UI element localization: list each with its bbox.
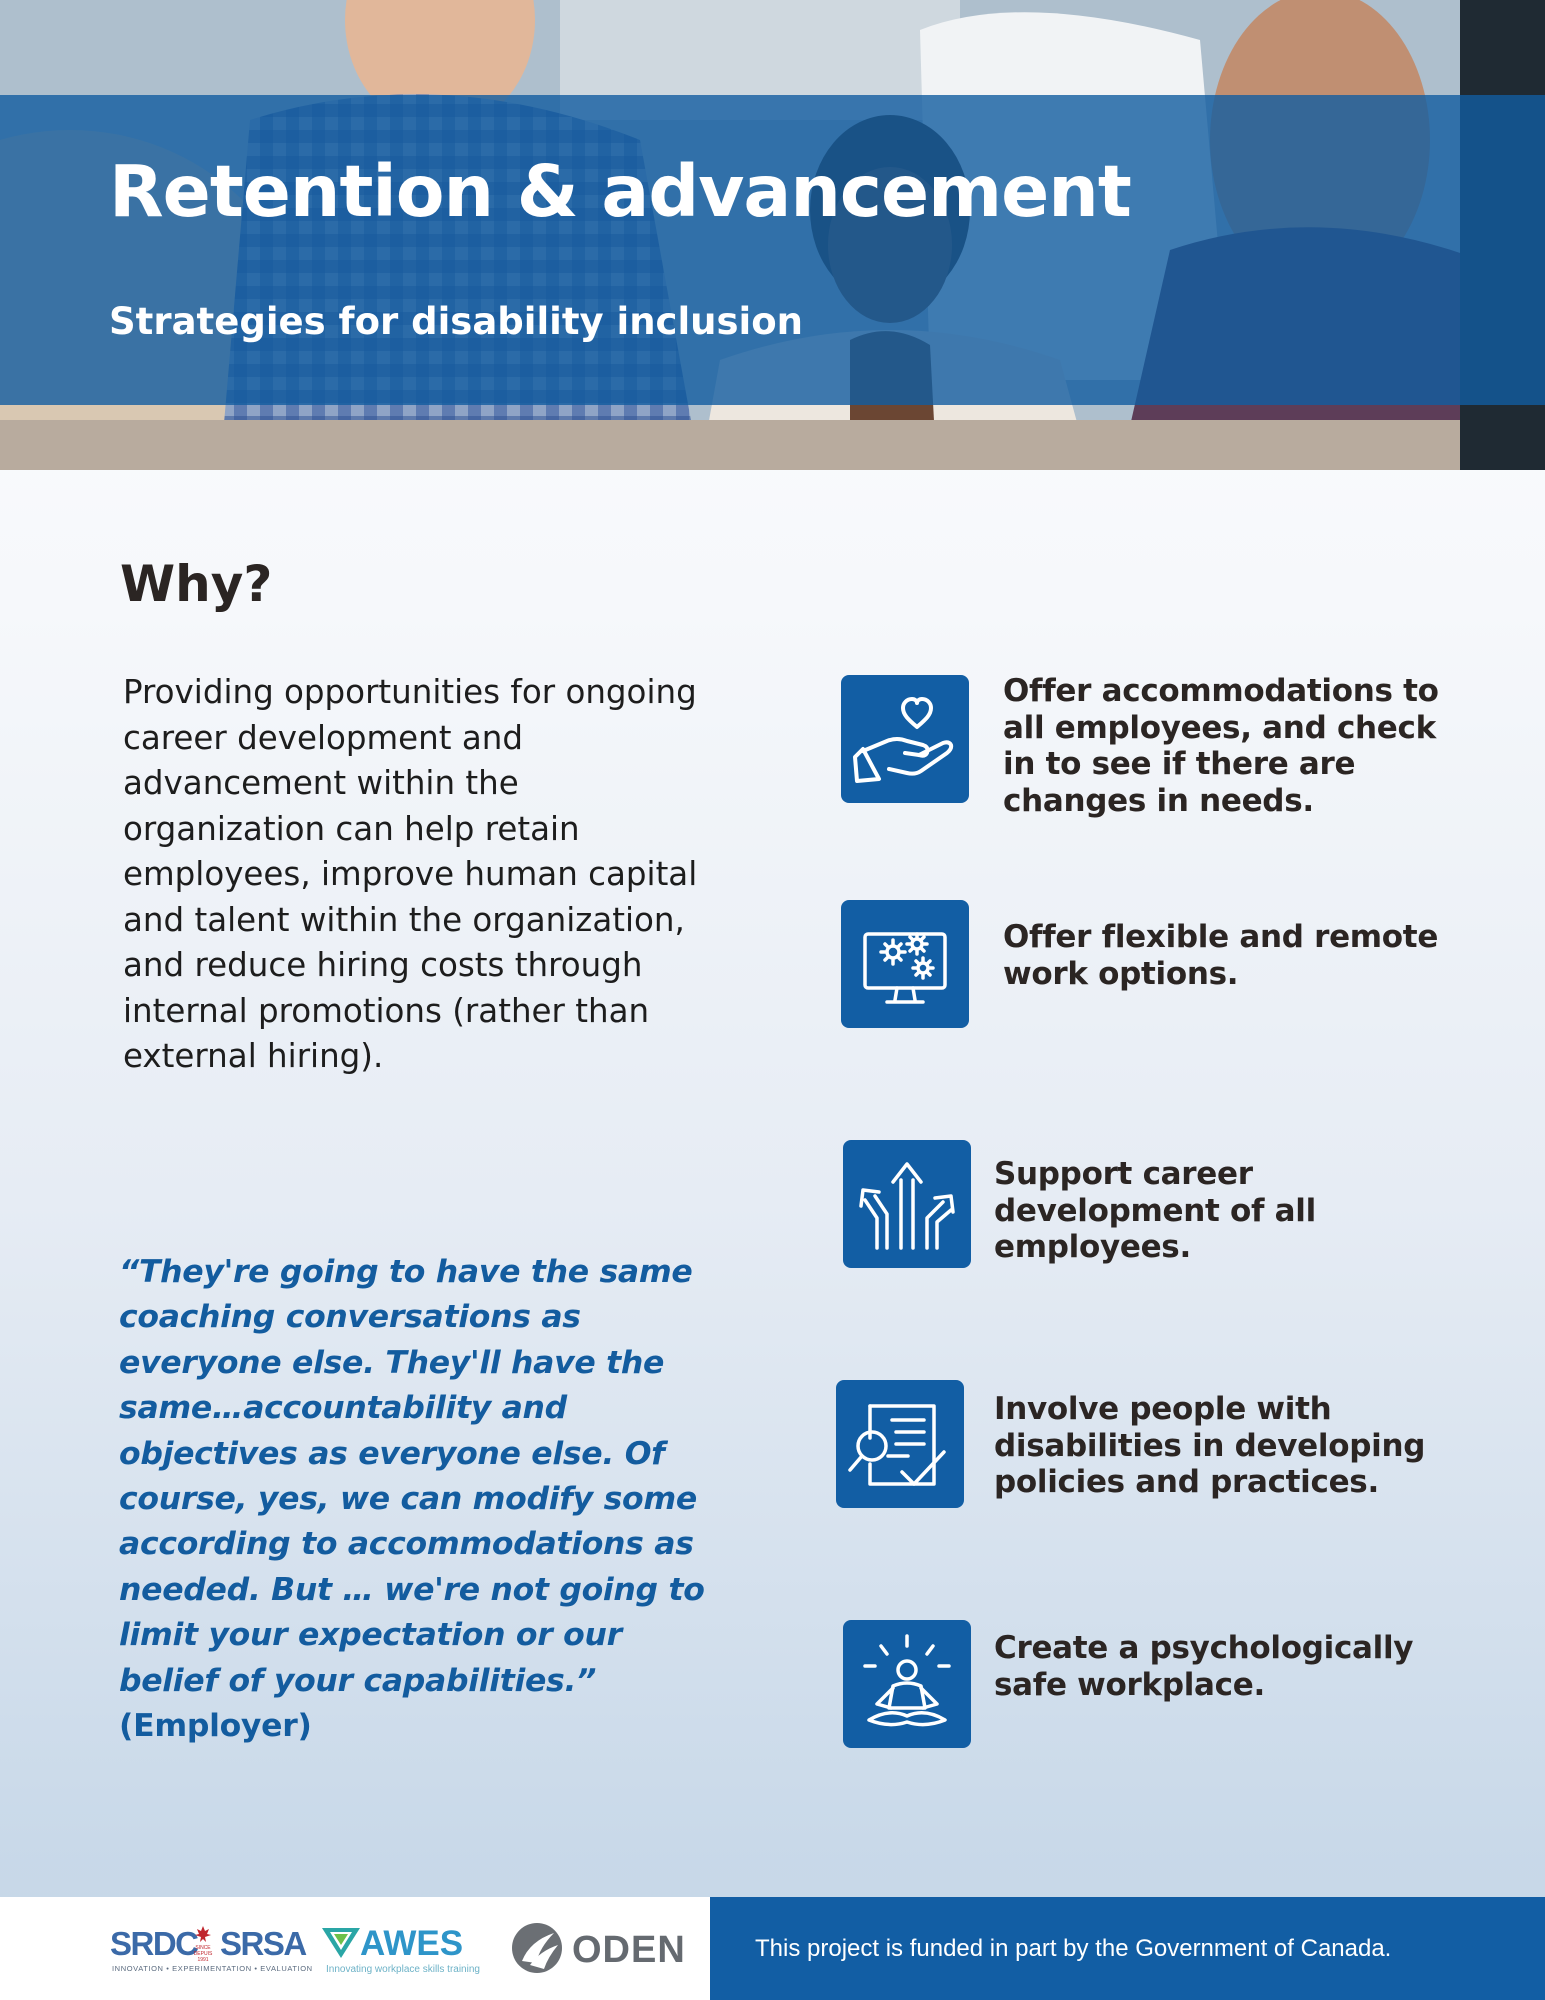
why-body-text: Providing opportunities for ongoing career development and advancement within the organization can help retain employees, improve human capital and talent within the organization, and reduce hiring costs through internal promotions (rather than external hiring). [123,673,698,1075]
strategy-text: Create a psychologically safe workplace. [994,1630,1414,1703]
hero-banner [0,0,1545,470]
strategy-text: Offer flexible and remote work options. [1003,919,1439,992]
awes-tagline: Innovating workplace skills training [326,1964,480,1975]
funding-notice [710,1897,1545,2000]
page-title: Retention & advancement [109,150,1131,233]
srdc-logo [110,1925,313,1975]
quote-attribution: (Employer) [119,1708,312,1745]
meditation-icon [843,1620,971,1748]
employer-quote [119,1250,719,1749]
title-band [0,95,1545,405]
strategy-text: Involve people with disabilities in developing policies and practices. [994,1391,1426,1500]
srdc-seal-text: SINCE DEPUIS 1991 [193,1945,213,1963]
page-subtitle: Strategies for disability inclusion [109,300,803,343]
strategy-text: Offer accommodations to all employees, and check in to see if there are changes in needs. [1003,673,1439,819]
strategy-text: Support career development of all employees. [994,1156,1316,1265]
srdc-tagline: INNOVATION • EXPERIMENTATION • EVALUATION [112,1964,313,1973]
quote-text: “They're going to have the same coaching conversations as everyone else. They'll have the same…accountability and objectives as everyone else. Of course, yes, we can modify some according to accommodations as needed. But … we're not going to limit your expectation or our belief of your capabilities.” [119,1254,705,1699]
oden-swirl-icon [510,1921,564,1975]
srsa-logo-name: SRSA [220,1925,306,1962]
srdc-logo-name: SRDC [110,1925,198,1962]
awes-logo [320,1924,485,1978]
awes-v-mark-icon [320,1926,362,1960]
oden-logo [510,1919,700,1979]
why-heading: Why? [120,555,273,613]
maple-leaf-icon [188,1925,218,1963]
oden-logo-name: ODEN [572,1929,686,1971]
computer-gears-icon [841,900,969,1028]
hand-heart-icon [841,675,969,803]
funding-text: This project is funded in part by the Government of Canada. [755,1934,1392,1962]
growth-arrows-icon [843,1140,971,1268]
document-review-icon [836,1380,964,1508]
awes-logo-name: AWES [360,1924,464,1963]
